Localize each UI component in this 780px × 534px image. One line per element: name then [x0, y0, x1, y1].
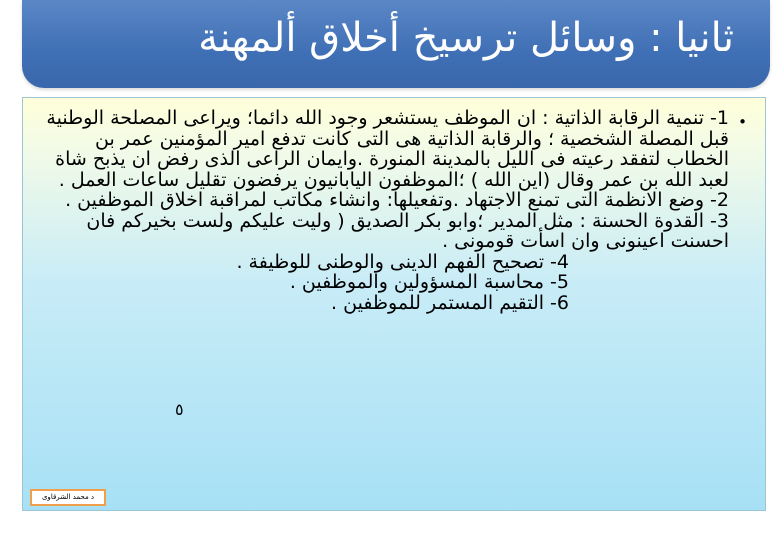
title-banner	[22, 0, 770, 88]
item-4-paragraph: 4- تصحيح الفهم الدينى والوطنى للوظيفة .	[236, 250, 569, 273]
content-panel	[22, 97, 766, 511]
author-label: د محمد الشرقاوى	[30, 489, 106, 506]
body-text	[37, 108, 729, 313]
page-number: ٥	[175, 400, 184, 419]
item-6-paragraph: 6- التقيم المستمر للموظفين .	[331, 291, 569, 314]
slide-title: ثانيا : وسائل ترسيخ أخلاق ألمهنة	[198, 15, 734, 61]
item-2-paragraph: 2- وضع الانظمة التى تمنع الاجتهاد .وتفعيلها: وانشاء مكاتب لمراقبة اخلاق الموظفين .	[65, 189, 729, 211]
bullet-marker: •	[738, 113, 747, 131]
item-3-paragraph: 3- القدوة الحسنة : مثل المدير ؛وابو بكر الصديق ( وليت عليكم ولست بخيركم فان احسنت اعينونى وان اسأت قومونى .	[86, 209, 729, 252]
item-5-paragraph: 5- محاسبة المسؤولين والموظفين .	[289, 271, 569, 293]
item-1-paragraph: 1- تنمية الرقابة الذاتية : ان الموظف يستشعر وجود الله دائما؛ ويراعى المصلحة الوطنية قبل المصلة الشخصية ؛ والرقابة الذاتية هى التى كانت تدفع امير المؤمنين عمر بن الخطاب لتفقد رعيته فى الليل بالمدينة المنورة .وايمان الراعى الذى رفض ان يذبح شاة لعبد الله بن عمر وقال (اين الله ) ؛الموظفون اليابانيون يرفضون تقليل ساعات العمل .	[46, 107, 729, 191]
